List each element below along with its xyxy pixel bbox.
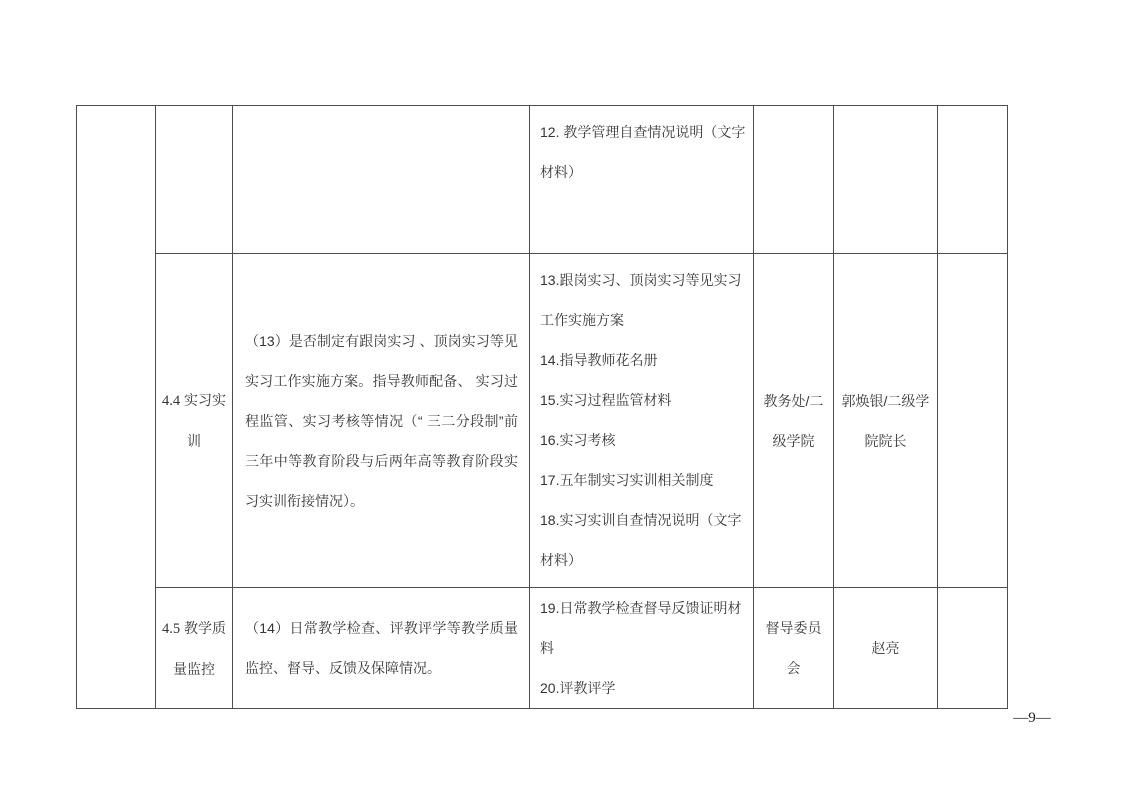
material-item: 18.实习实训自查情况说明（文字材料）: [540, 512, 742, 568]
material-item: 15.实习过程监管材料: [540, 392, 672, 408]
note-cell: [938, 588, 1008, 709]
table-row-continuation: [77, 106, 1008, 254]
note-cell: [938, 254, 1008, 588]
materials-cell: [530, 254, 754, 588]
section-label: 实习实训: [184, 392, 226, 449]
section-cell: [156, 106, 233, 254]
section-label: 教学质量监控: [173, 619, 226, 677]
material-item: 16.实习考核: [540, 432, 616, 448]
evaluation-table: [76, 105, 1008, 709]
section-number: 4.4: [161, 393, 181, 409]
department-cell: 教务处/二级学院: [754, 254, 834, 588]
table-row-4-4: [77, 254, 1008, 588]
material-item: 20.评教评学: [540, 680, 616, 696]
person-cell: 郭焕银/二级学院院长: [834, 254, 938, 588]
criteria-cell: （13）是否制定有跟岗实习 、顶岗实习等见实习工作实施方案。指导教师配备、 实习过程监管、实习考核等情况（“ 三二分段制”前三年中等教育阶段与后两年高等教育阶段实习实训衔接情况）。: [233, 254, 530, 588]
department-cell: [754, 106, 834, 254]
material-item: 12. 教学管理自查情况说明（文字材料）: [540, 124, 746, 180]
category-merged-cell: [77, 106, 156, 709]
materials-cell: [530, 588, 754, 709]
department-cell: 督导委员会: [754, 588, 834, 709]
material-item: 13.跟岗实习、顶岗实习等见实习工作实施方案: [540, 272, 742, 328]
section-cell: [156, 588, 233, 709]
material-item: 17.五年制实习实训相关制度: [540, 472, 714, 488]
criteria-cell: （14）日常教学检查、评教评学等教学质量监控、督导、反馈及保障情况。: [233, 588, 530, 709]
material-item: 19.日常教学检查督导反馈证明材料: [540, 600, 742, 656]
materials-cell: [530, 106, 754, 254]
material-item: 14.指导教师花名册: [540, 352, 658, 368]
section-cell: [156, 254, 233, 588]
note-cell: [938, 106, 1008, 254]
section-number: 4.5: [161, 620, 181, 637]
criteria-cell: [233, 106, 530, 254]
page-number: —9—: [1013, 710, 1051, 726]
person-cell: 赵亮: [834, 588, 938, 709]
person-cell: [834, 106, 938, 254]
table-row-4-5: [77, 588, 1008, 709]
